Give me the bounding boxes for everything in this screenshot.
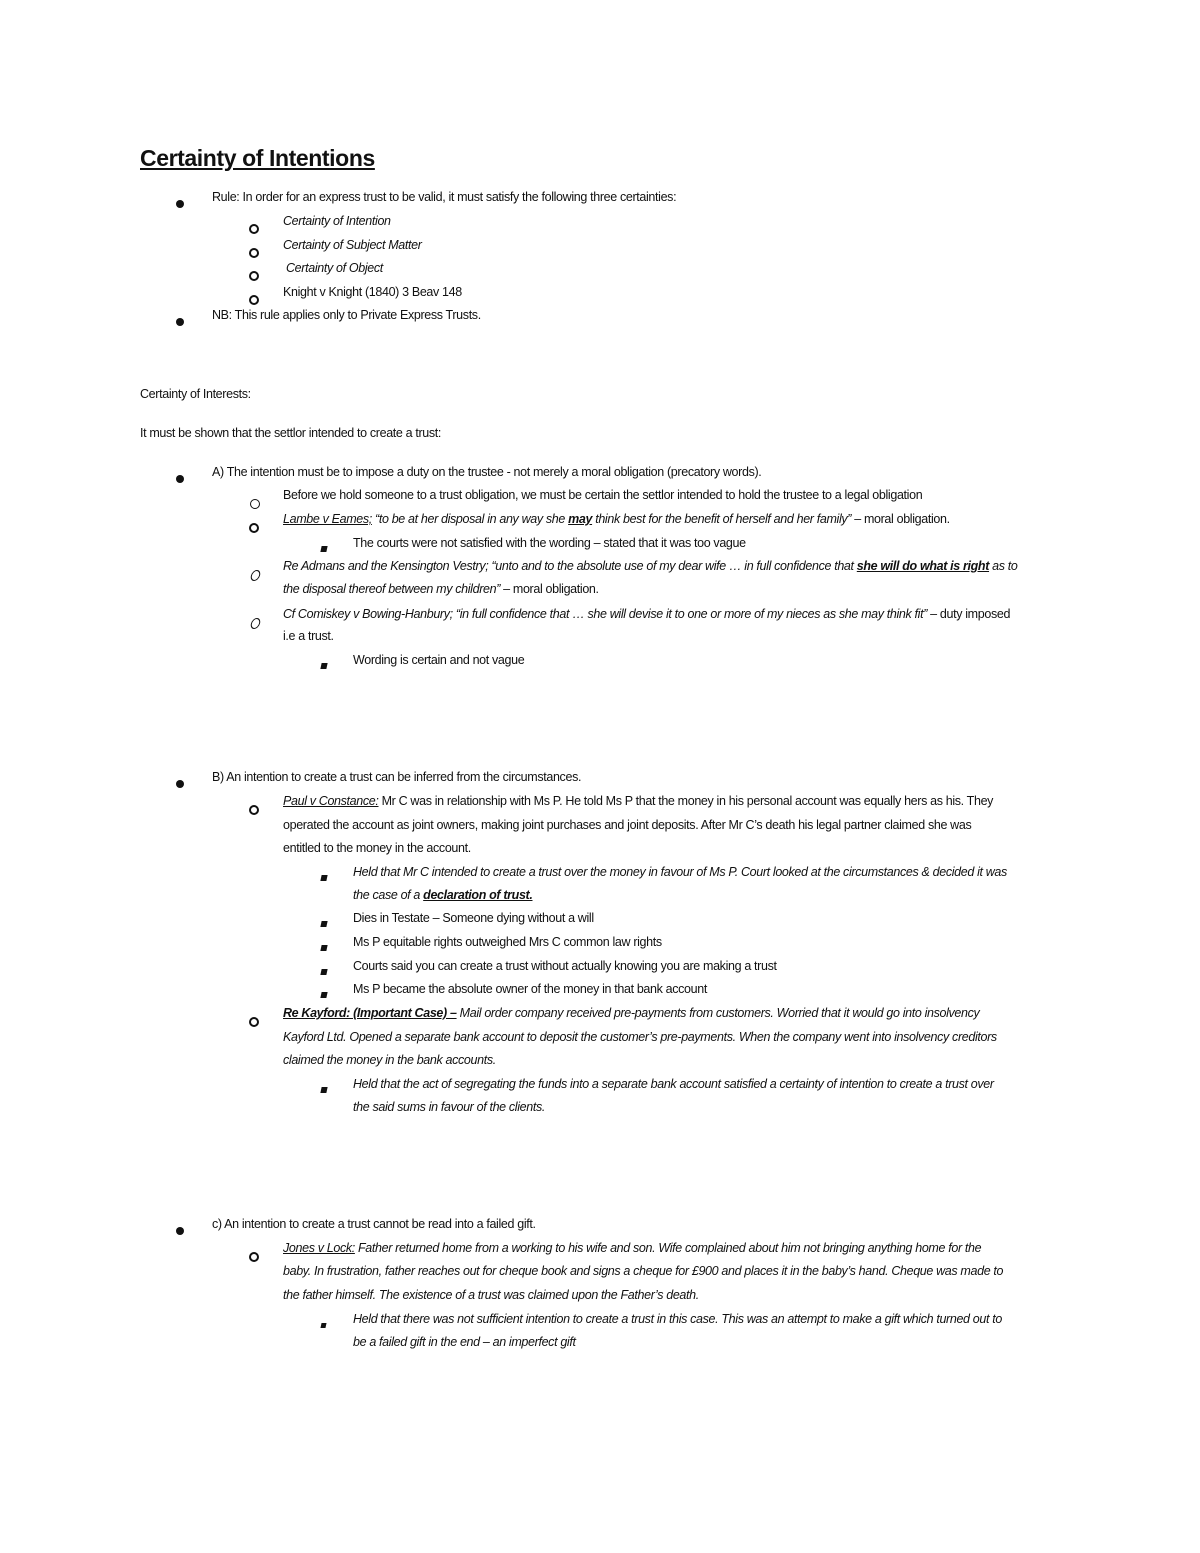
case-name: Lambe v Eames;	[283, 512, 372, 526]
note-text: Ms P equitable rights outweighed Mrs C common law rights	[353, 935, 662, 949]
bullet-square-icon	[320, 992, 327, 998]
bullet-disc-icon	[176, 475, 184, 483]
emphasis-text: she will do what is right	[856, 559, 990, 573]
note-text: The courts were not satisfied with the wording – stated that it was too vague	[353, 536, 746, 550]
held-line-2	[353, 887, 533, 903]
kayford-line-2: Kayford Ltd. Opened a separate bank account to deposit the customer’s pre-payments. When the company went into insolvency creditors	[283, 1030, 997, 1044]
rule-text: Rule: In order for an express trust to be valid, it must satisfy the following three certainties:	[212, 190, 677, 204]
bullet-circle-icon	[249, 805, 259, 815]
bullet-circle-icon	[250, 499, 260, 509]
nb-text: NB: This rule applies only to Private Express Trusts.	[212, 308, 481, 322]
case-facts: Mail order company received pre-payments from customers. Worried that it would go into insolvency	[456, 1006, 980, 1020]
held-line-2: the said sums in favour of the clients.	[353, 1100, 546, 1114]
comiskey-line-1	[283, 606, 1010, 622]
case-citation: Knight v Knight (1840) 3 Beav 148	[283, 285, 462, 299]
bullet-circle-icon	[249, 295, 259, 305]
bullet-square-icon	[320, 663, 327, 669]
jones-line-2: baby. In frustration, father reaches out for cheque book and signs a cheque for £900 and places it in the baby’s hand. Cheque was made to	[283, 1264, 1004, 1278]
case-name: Re Kayford: (Important Case) –	[283, 1006, 457, 1020]
jones-line-1	[283, 1240, 981, 1256]
bullet-square-icon	[320, 921, 327, 927]
note-text: Ms P became the absolute owner of the money in that bank account	[353, 982, 707, 996]
bullet-circle-icon	[249, 248, 259, 258]
section-heading: Certainty of Interests:	[140, 387, 251, 401]
bullet-disc-icon	[176, 318, 184, 326]
bullet-circle-icon	[249, 1017, 259, 1027]
list-item: Before we hold someone to a trust obligation, we must be certain the settlor intended to hold the trustee to a legal obligation	[283, 488, 923, 502]
jones-line-3: the father himself. The existence of a trust was claimed upon the Father’s death.	[283, 1288, 699, 1302]
outcome-text: – moral obligation.	[500, 582, 599, 596]
case-facts: Mr C was in relationship with Ms P. He told Ms P that the money in his personal account was equally hers as his. They	[378, 794, 994, 808]
page-title: Certainty of Intentions	[140, 145, 375, 171]
bullet-circle-icon	[250, 618, 262, 629]
quote-text: as to	[989, 559, 1018, 573]
bullet-circle-icon	[250, 570, 262, 581]
kayford-line-3: claimed the money in the bank accounts.	[283, 1053, 496, 1067]
bullet-disc-icon	[176, 780, 184, 788]
bullet-disc-icon	[176, 1227, 184, 1235]
emphasis-text: may	[568, 512, 593, 526]
quote-text: think best for the benefit of herself and her family”	[592, 512, 852, 526]
case-facts: Father returned home from a working to his wife and son. Wife complained about him not bringing anything home for the	[354, 1241, 982, 1255]
certainty-item: Certainty of Subject Matter	[283, 238, 422, 252]
bullet-square-icon	[320, 1087, 327, 1093]
note-text: Courts said you can create a trust without actually knowing you are making a trust	[353, 959, 777, 973]
outcome-text: – duty imposed	[927, 607, 1011, 621]
held-line-2: be a failed gift in the end – an imperfect gift	[353, 1335, 576, 1349]
lambe-line	[283, 511, 950, 527]
case-name: Jones v Lock:	[283, 1241, 355, 1255]
paul-line-3: entitled to the money in the account.	[283, 841, 471, 855]
bullet-square-icon	[320, 969, 327, 975]
paul-line-2: operated the account as joint owners, making joint purchases and joint deposits. After Mr C’s death his legal partner claimed she was	[283, 818, 972, 832]
adams-line-2	[283, 581, 599, 597]
held-line-1: Held that the act of segregating the funds into a separate bank account satisfied a certainty of intention to create a trust over	[353, 1077, 994, 1091]
bullet-square-icon	[320, 1323, 326, 1328]
adams-line-1	[283, 558, 1018, 574]
bullet-circle-icon	[249, 523, 259, 533]
section-a-heading: A) The intention must be to impose a duty on the trustee - not merely a moral obligation (precatory words).	[212, 465, 762, 479]
bullet-square-icon	[320, 945, 327, 951]
quote-text: Re Admans and the Kensington Vestry; “unto and to the absolute use of my dear wife … in full confidence that	[283, 559, 857, 573]
bullet-circle-icon	[249, 224, 259, 234]
kayford-line-1	[283, 1005, 979, 1021]
bullet-circle-icon	[249, 1252, 259, 1262]
quote-text: “to be at her disposal in any way she	[371, 512, 569, 526]
emphasis-text: declaration of trust.	[423, 888, 533, 902]
bullet-disc-icon	[176, 200, 184, 208]
held-line-1: Held that Mr C intended to create a trust over the money in favour of Ms P. Court looked at the circumstances & decided it was	[353, 865, 1007, 879]
case-name: Paul v Constance:	[283, 794, 379, 808]
bullet-square-icon	[320, 546, 327, 552]
section-b-heading: B) An intention to create a trust can be inferred from the circumstances.	[212, 770, 582, 784]
bullet-circle-icon	[249, 271, 259, 281]
quote-text: the disposal thereof between my children”	[283, 582, 501, 596]
certainty-item: Certainty of Intention	[283, 214, 391, 228]
held-text: the case of a	[353, 888, 424, 902]
comiskey-line-2: i.e a trust.	[283, 629, 334, 643]
section-intro: It must be shown that the settlor intended to create a trust:	[140, 426, 442, 440]
paul-line-1	[283, 793, 993, 809]
bullet-square-icon	[320, 875, 327, 881]
section-c-heading: c) An intention to create a trust cannot be read into a failed gift.	[212, 1217, 536, 1231]
quote-text: Cf Comiskey v Bowing-Hanbury; “in full confidence that … she will devise it to one or more of my nieces as she may think fit”	[283, 607, 928, 621]
certainty-item: Certainty of Object	[286, 261, 383, 275]
note-text: Wording is certain and not vague	[353, 653, 525, 667]
held-line-1: Held that there was not sufficient intention to create a trust in this case. This was an attempt to make a gift which turned out to	[353, 1312, 1002, 1326]
outcome-text: – moral obligation.	[851, 512, 950, 526]
note-text: Dies in Testate – Someone dying without a will	[353, 911, 594, 925]
